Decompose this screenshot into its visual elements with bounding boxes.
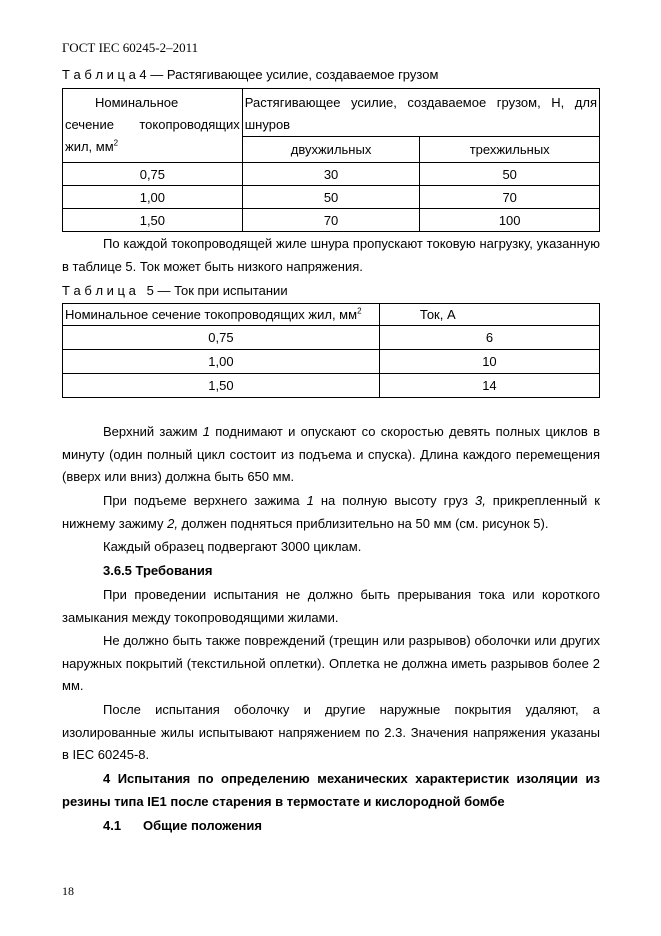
heading-4-1: 4.1 Общие положения	[103, 818, 262, 833]
table4-caption: Т а б л и ц а 4 — Растягивающее усилие, создаваемое грузом	[62, 67, 439, 82]
table4-cell-two: 50	[242, 186, 420, 209]
table4-header-line3: жил, мм	[65, 139, 114, 154]
paragraph-after-test: После испытания оболочку и другие наружные покрытия удаляют, а изолированные жилы испытывают напряжением по 2.3. Значения напряжения указаны в IEC 60245-8.	[62, 702, 600, 762]
heading-section-4: 4 Испытания по определению механических характеристик изоляции из резины типа IE1 после старения в термостате и кислородной бомбе	[62, 771, 600, 809]
table5-cell-section: 1,00	[63, 350, 380, 374]
paragraph-upper-clamp: Верхний зажим 1 поднимают и опускают со скоростью девять полных циклов в минуту (один полный цикл состоит из подъема и спуска). Длина каждого перемещения (вверх или вниз) должна быть 650 мм.	[62, 424, 600, 484]
page-number: 18	[62, 884, 74, 898]
table4-header-sup: 2	[113, 138, 119, 148]
table4-cell-two: 30	[242, 163, 420, 186]
document-header: ГОСТ IEC 60245-2–2011	[62, 40, 199, 55]
table5-header-sup: 2	[357, 306, 362, 316]
table4-cell-three: 100	[420, 209, 600, 232]
table4-header-line2: сечение токопроводящих	[65, 117, 240, 132]
table4-cell-section: 1,00	[63, 186, 243, 209]
table5-cell-current: 10	[379, 350, 599, 374]
table4-header-section	[63, 89, 243, 163]
table4-cell-three: 70	[420, 186, 600, 209]
paragraph-cycles: Каждый образец подвергают 3000 циклам.	[103, 539, 362, 554]
table5	[62, 303, 600, 398]
table4-cell-three: 50	[420, 163, 600, 186]
paragraph-no-damage: Не должно быть также повреждений (трещин или разрывов) оболочки или других наружных покрытий (текстильной оплетки). Оплетка не должна иметь разрывов более 2 мм.	[62, 633, 600, 693]
table5-cell-section: 0,75	[63, 326, 380, 350]
table4-header-line1: Номинальное	[95, 95, 179, 110]
table4-subheader-two: двухжильных	[242, 137, 420, 163]
heading-3-6-5: 3.6.5 Требования	[103, 563, 213, 578]
table4-cell-section: 0,75	[63, 163, 243, 186]
paragraph-no-interruption: При проведении испытания не должно быть прерывания тока или короткого замыкания между токопроводящими жилами.	[62, 587, 600, 625]
table4-cell-two: 70	[242, 209, 420, 232]
table5-caption: Т а б л и ц а 5 — Ток при испытании	[62, 283, 288, 298]
table5-header-section-text: Номинальное сечение токопроводящих жил, мм	[65, 307, 358, 322]
table4-cell-section: 1,50	[63, 209, 243, 232]
table5-cell-current: 6	[379, 326, 599, 350]
table5-cell-current: 14	[379, 374, 599, 398]
table4	[62, 88, 600, 232]
table4-subheader-three: трехжильных	[420, 137, 600, 163]
table5-cell-section: 1,50	[63, 374, 380, 398]
table5-header-current: Ток, А	[379, 304, 599, 326]
paragraph-weight-lift: При подъеме верхнего зажима 1 на полную высоту груз 3, прикрепленный к нижнему зажиму 2, должен подняться приблизительно на 50 мм (см. рисунок 5).	[62, 493, 600, 531]
table5-header-section	[63, 304, 380, 326]
table4-header-force: Растягивающее усилие, создаваемое грузом, Н, для шнуров	[242, 89, 599, 137]
paragraph-current-load: По каждой токопроводящей жиле шнура пропускают токовую нагрузку, указанную в таблице 5. Ток может быть низкого напряжения.	[62, 236, 600, 274]
